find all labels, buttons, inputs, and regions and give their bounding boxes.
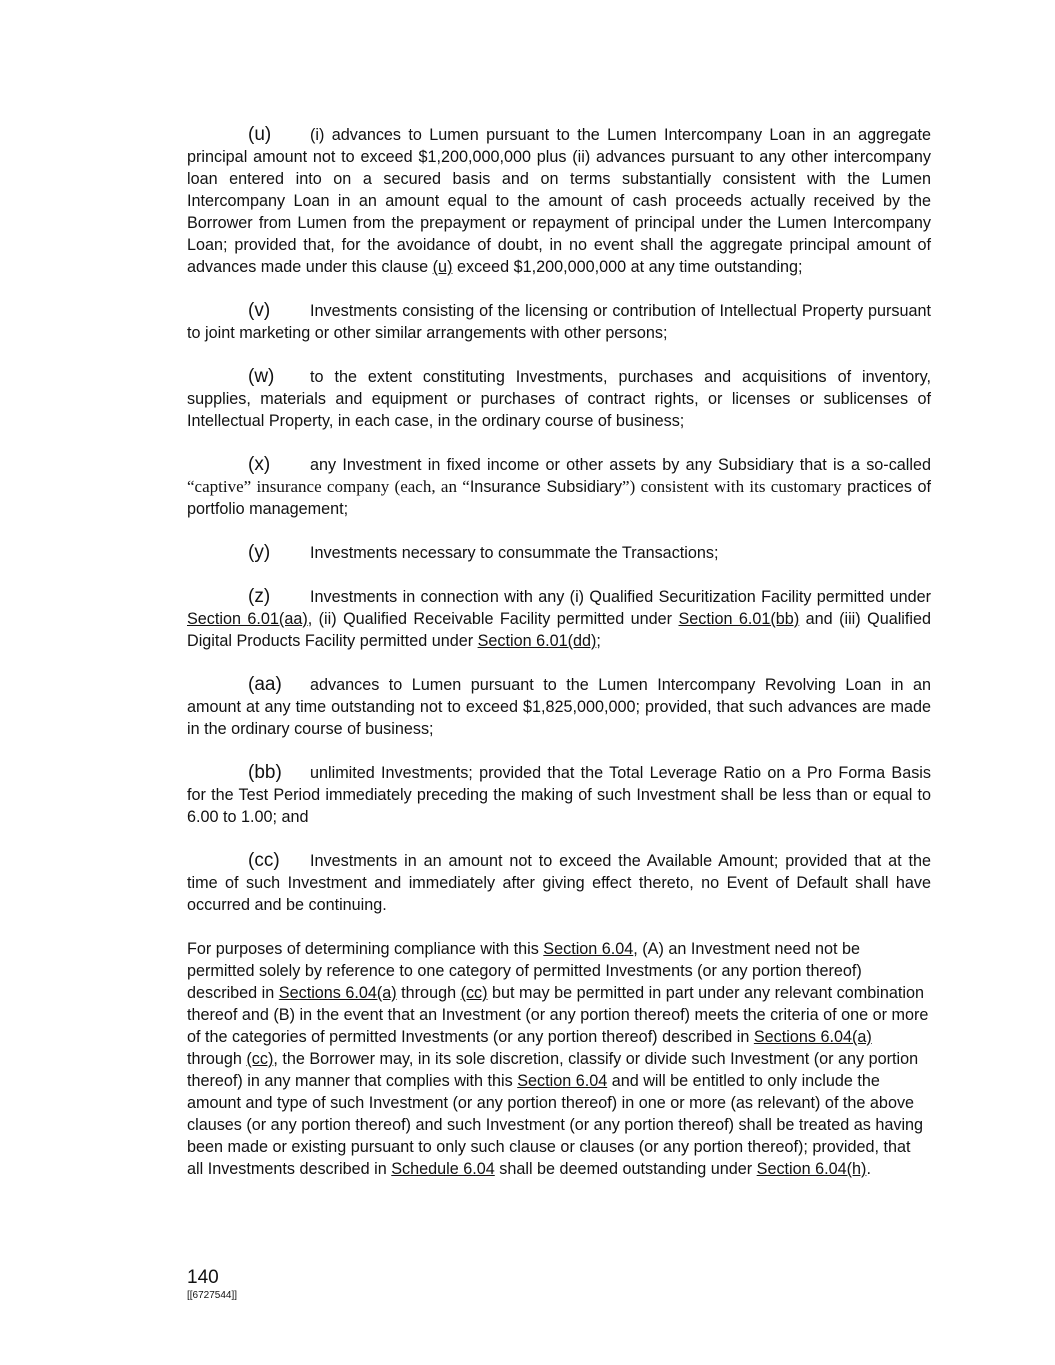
paragraph-text: through: [187, 1050, 247, 1068]
cross-reference: (cc): [460, 984, 488, 1002]
clause-text: exceed $1,200,000,000 at any time outstanding;: [452, 258, 803, 276]
clause-text: Investments in connection with any (i) Qualified Securitization Facility permitted under: [310, 588, 931, 606]
clause-w: [187, 366, 931, 432]
paragraph-text: , (A) an Investment need not be permitted solely by reference to one category of permitted Investments (or any portion thereof) described in: [187, 940, 862, 1002]
clause-text: unlimited Investments; provided that the Total Leverage Ratio on a Pro Forma Basis for the Test Period immediately preceding the making of such Investment shall be less than or equal to 6.00 to 1.00; and: [187, 764, 931, 826]
page-number: 140: [187, 1267, 219, 1288]
clause-text-serif: “captive” insurance company (each, an “: [187, 477, 470, 496]
clause-label: (cc): [248, 850, 280, 871]
paragraph-text: and will be entitled to only include the amount and type of such Investment (or any portion thereof) in one or more (as relevant) of the above clauses (or any portion thereof) and such Investment (or any portion thereof) shall be treated as having been made or existing pursuant to only such clause or clauses (or any portion thereof); provided, that all Investments described in: [187, 1072, 924, 1178]
clause-text: practices of portfolio management;: [187, 478, 931, 518]
cross-reference: Section 6.01(bb): [678, 610, 800, 628]
clause-aa: [187, 674, 931, 740]
clause-v: [187, 300, 931, 344]
clause-text: Investments necessary to consummate the Transactions;: [310, 544, 719, 562]
clause-label: (w): [248, 366, 275, 387]
clause-text: Investments consisting of the licensing or contribution of Intellectual Property pursuant to joint marketing or other similar arrangements with other persons;: [187, 302, 931, 342]
paragraph-text: , the Borrower may, in its sole discretion, classify or divide such Investment (or any portion thereof) in any manner that complies with this: [187, 1050, 919, 1090]
clause-z: [187, 586, 931, 652]
clause-label: (v): [248, 300, 271, 321]
clause-cc: [187, 850, 931, 916]
clause-text: (i) advances to Lumen pursuant to the Lumen Intercompany Loan in an aggregate principal amount not to exceed $1,200,000,000 plus (ii) advances pursuant to any other intercompany loan entered into on a secured basis and on terms substantially consistent with the Lumen Intercompany Loan in an amount equal to the amount of cash proceeds actually received by the Borrower from Lumen from the prepayment or repayment of principal under the Lumen Intercompany Loan; provided that, for the avoidance of doubt, in no event shall the aggregate principal amount of advances made under this clause: [187, 126, 931, 276]
cross-reference: Section 6.04: [517, 1072, 608, 1090]
clause-text: any Investment in fixed income or other assets by any Subsidiary that is a so-called: [310, 456, 931, 474]
defined-term: Insurance Subsidiary: [469, 478, 623, 496]
clause-text-serif: ”) consistent with its customary: [622, 477, 842, 496]
paragraph-text: through: [396, 984, 461, 1002]
cross-reference: Section 6.01(dd): [477, 632, 597, 650]
clause-text: advances to Lumen pursuant to the Lumen Intercompany Revolving Loan in an amount at any time outstanding not to exceed $1,825,000,000; provided, that such advances are made in the ordinary course of business;: [187, 676, 931, 738]
paragraph-text: .: [866, 1160, 871, 1178]
clause-text: Investments in an amount not to exceed the Available Amount; provided that at the time of such Investment and immediately after giving effect thereto, no Event of Default shall have occurred and be continuing.: [187, 852, 931, 914]
cross-reference: Section 6.01(aa): [187, 610, 308, 628]
clause-label: (y): [248, 542, 271, 563]
closing-paragraph: [187, 938, 931, 1180]
document-body: [187, 124, 931, 1180]
clause-text: and (iii) Qualified Digital Products Facility permitted under: [187, 610, 931, 650]
clause-label: (x): [248, 454, 271, 475]
document-id: [[6727544]]: [187, 1290, 238, 1301]
cross-reference: Section 6.04(h): [756, 1160, 867, 1178]
cross-reference: Section 6.04: [543, 940, 634, 958]
cross-reference: Sections 6.04(a): [278, 984, 397, 1002]
paragraph-text: For purposes of determining compliance with this: [187, 940, 544, 958]
clause-bb: [187, 762, 931, 828]
clause-text: , (ii) Qualified Receivable Facility permitted under: [307, 610, 679, 628]
clause-label: (z): [248, 586, 271, 607]
paragraph-text: but may be permitted in part under any relevant combination thereof and (B) in the event that an Investment (or any portion thereof) meets the criteria of one or more of the categories of permitted Investments (or any portion thereof) described in: [187, 984, 929, 1046]
cross-reference: (u): [432, 258, 453, 276]
clause-label: (u): [248, 124, 272, 145]
cross-reference: (cc): [246, 1050, 274, 1068]
cross-reference: Schedule 6.04: [391, 1160, 495, 1178]
clause-label: (bb): [248, 762, 282, 783]
cross-reference: Sections 6.04(a): [753, 1028, 872, 1046]
clause-y: [187, 542, 931, 564]
clause-x: [187, 454, 931, 520]
clause-text: ;: [596, 632, 601, 650]
clause-u: [187, 124, 931, 278]
clause-text: to the extent constituting Investments, purchases and acquisitions of inventory, supplies, materials and equipment or purchases of contract rights, or licenses or sublicenses of Intellectual Property, in each case, in the ordinary course of business;: [187, 368, 931, 430]
paragraph-text: shall be deemed outstanding under: [494, 1160, 757, 1178]
clause-label: (aa): [248, 674, 282, 695]
